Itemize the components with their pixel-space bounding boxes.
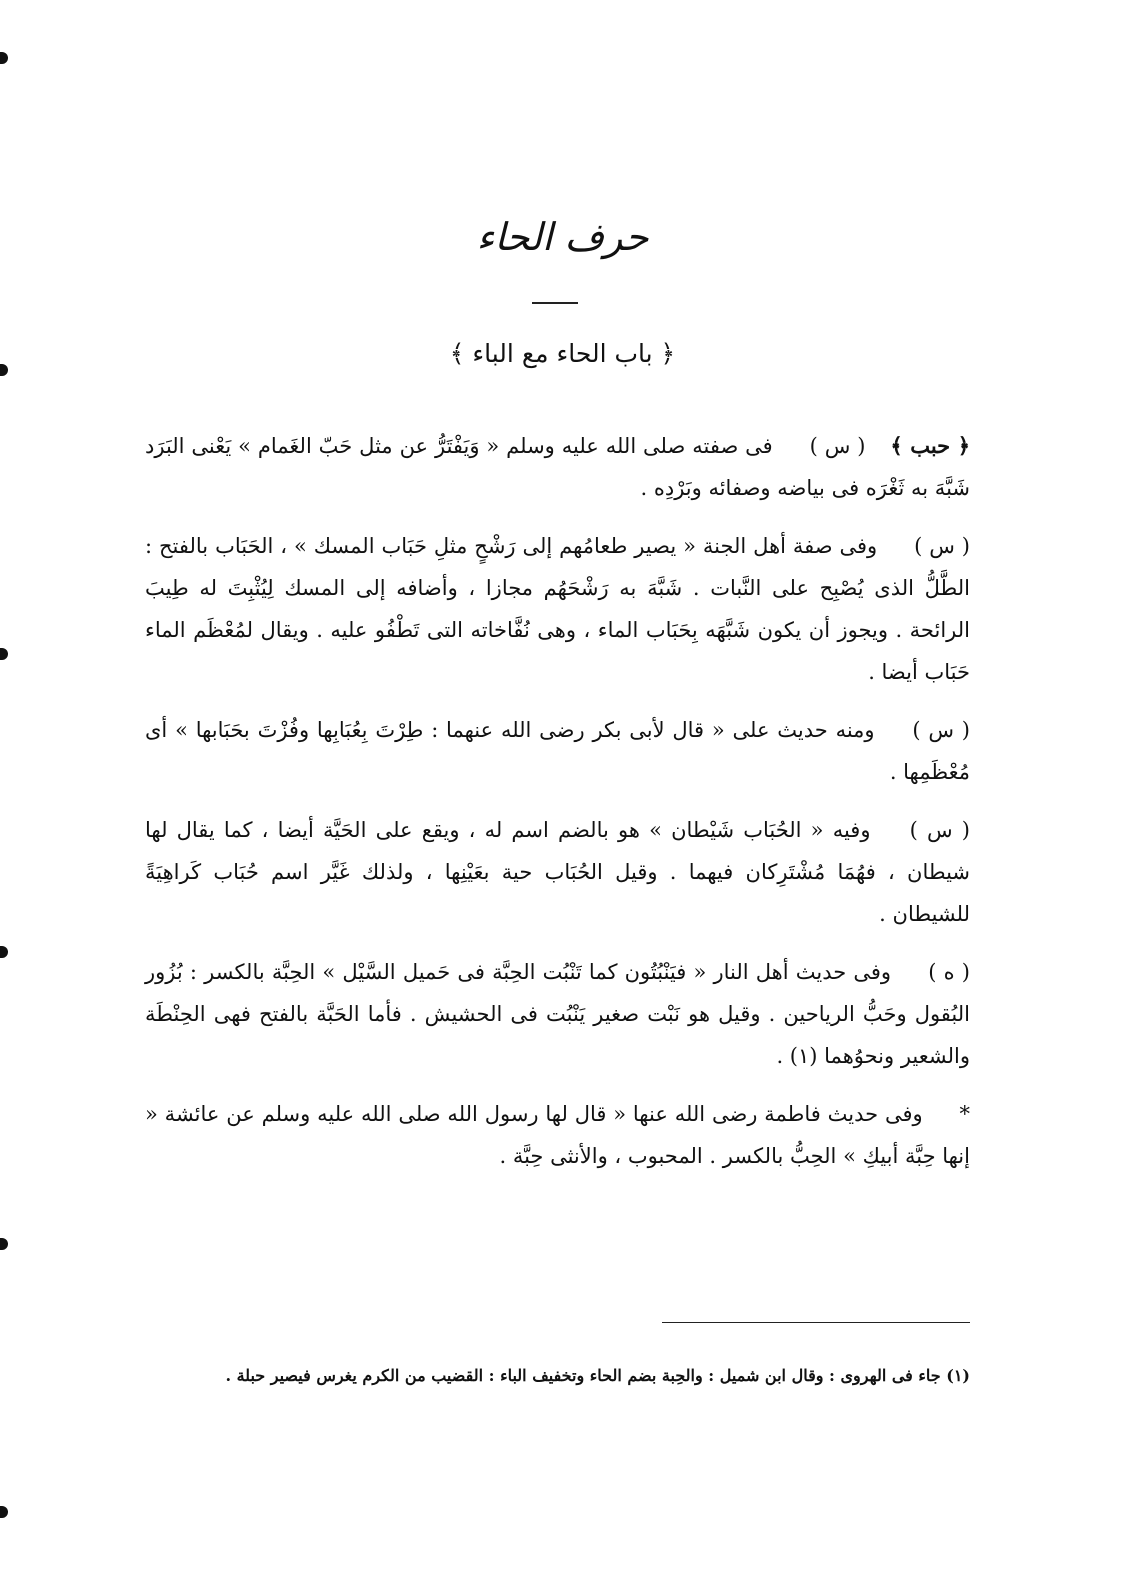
paragraph-text: وفى حديث فاطمة رضى الله عنها « قال لها رسول الله صلى الله عليه وسلم عن عائشة « إنها حِبَّة أبيكِ » الحِبُّ بالكسر . المحبوب ، والأنثى حِبَّة . bbox=[145, 1102, 970, 1168]
paragraph bbox=[145, 1093, 970, 1177]
paragraph-text: وفيه « الحُبَاب شَيْطان » هو بالضم اسم له ، ويقع على الحَيَّة أيضا ، كما يقال لها شيطان ، فهُمَا مُشْتَرِكان فيهما . وقيل الحُبَاب حية بعَيْنِها ، ولذلك غَيَّر اسم حُبَاب كَراهِيَةً للشيطان . bbox=[145, 818, 970, 926]
paragraph-text: وفى حديث أهل النار « فيَنْبُتُون كما تَنْبُت الحِبَّة فى حَميل السَّيْل » الحِبَّة بالكسر : بُزُور البُقول وحَبُّ الرياحين . وقيل هو نَبْت صغير يَنْبُت فى الحشيش . فأما الحَبَّة بالفتح فهى الحِنْطَة والشعير ونحوُهما (١) . bbox=[145, 960, 970, 1068]
source-code: ( س ) bbox=[909, 818, 970, 842]
source-code: ( ه ) bbox=[928, 960, 970, 984]
footnote: (١) جاء فى الهروى : وقال ابن شميل : والحِبة بضم الحاء وتخفيف الباء : القضيب من الكرم يغرس فيصير حبلة . bbox=[225, 1366, 970, 1385]
page-edge-mark bbox=[0, 946, 8, 958]
entry-root: ﴿ حبب ﴾ bbox=[890, 433, 970, 458]
chapter-title: حرف الحاء bbox=[476, 215, 649, 259]
asterisk-marker: * bbox=[959, 1102, 970, 1126]
source-code: ( س ) bbox=[809, 434, 866, 458]
paragraph-text: وفى صفة أهل الجنة « يصير طعامُهم إلى رَشْحٍ مثلِ حَبَاب المسك » ، الحَبَاب بالفتح : الطَّلُّ الذى يُصْبِح على النَّبات . شَبَّهَ به رَشْحَهُم مجازا ، وأضافه إلى المسك لِيُثْبِتَ له طِيبَ الرائحة . ويجوز أن يكون شَبَّهَه بِحَبَاب الماء ، وهى نُفَّاخاته التى تَطْفُو عليه . ويقال لمُعْظَم الماء حَبَاب أيضا . bbox=[145, 534, 970, 684]
paragraph-text: ومنه حديث على « قال لأبى بكر رضى الله عنهما : طِرْتَ بِعُبَابِها وفُزْتَ بحَبَابها » أى مُعْظَمِها . bbox=[145, 718, 970, 784]
source-code: ( س ) bbox=[914, 534, 970, 558]
source-code: ( س ) bbox=[912, 718, 970, 742]
title-divider bbox=[532, 302, 578, 304]
page-edge-mark bbox=[0, 1506, 8, 1518]
section-title: ﴿ باب الحاء مع الباء ﴾ bbox=[449, 339, 676, 368]
body-text bbox=[145, 425, 970, 1193]
paragraph bbox=[145, 709, 970, 793]
paragraph-text: فى صفته صلى الله عليه وسلم « وَيَفْتَرُّ عن مثل حَبّ الغَمام » يَعْنى البَرَد شَبَّهَ به ثَغْرَه فى بياضه وصفائه وبَرْدِه . bbox=[145, 434, 970, 500]
paragraph bbox=[145, 951, 970, 1077]
paragraph bbox=[145, 425, 970, 509]
page-edge-mark bbox=[0, 52, 8, 64]
page-edge-mark bbox=[0, 648, 8, 660]
footnote-divider bbox=[662, 1322, 970, 1323]
paragraph bbox=[145, 809, 970, 935]
paragraph bbox=[145, 525, 970, 693]
page-edge-mark bbox=[0, 1238, 8, 1250]
